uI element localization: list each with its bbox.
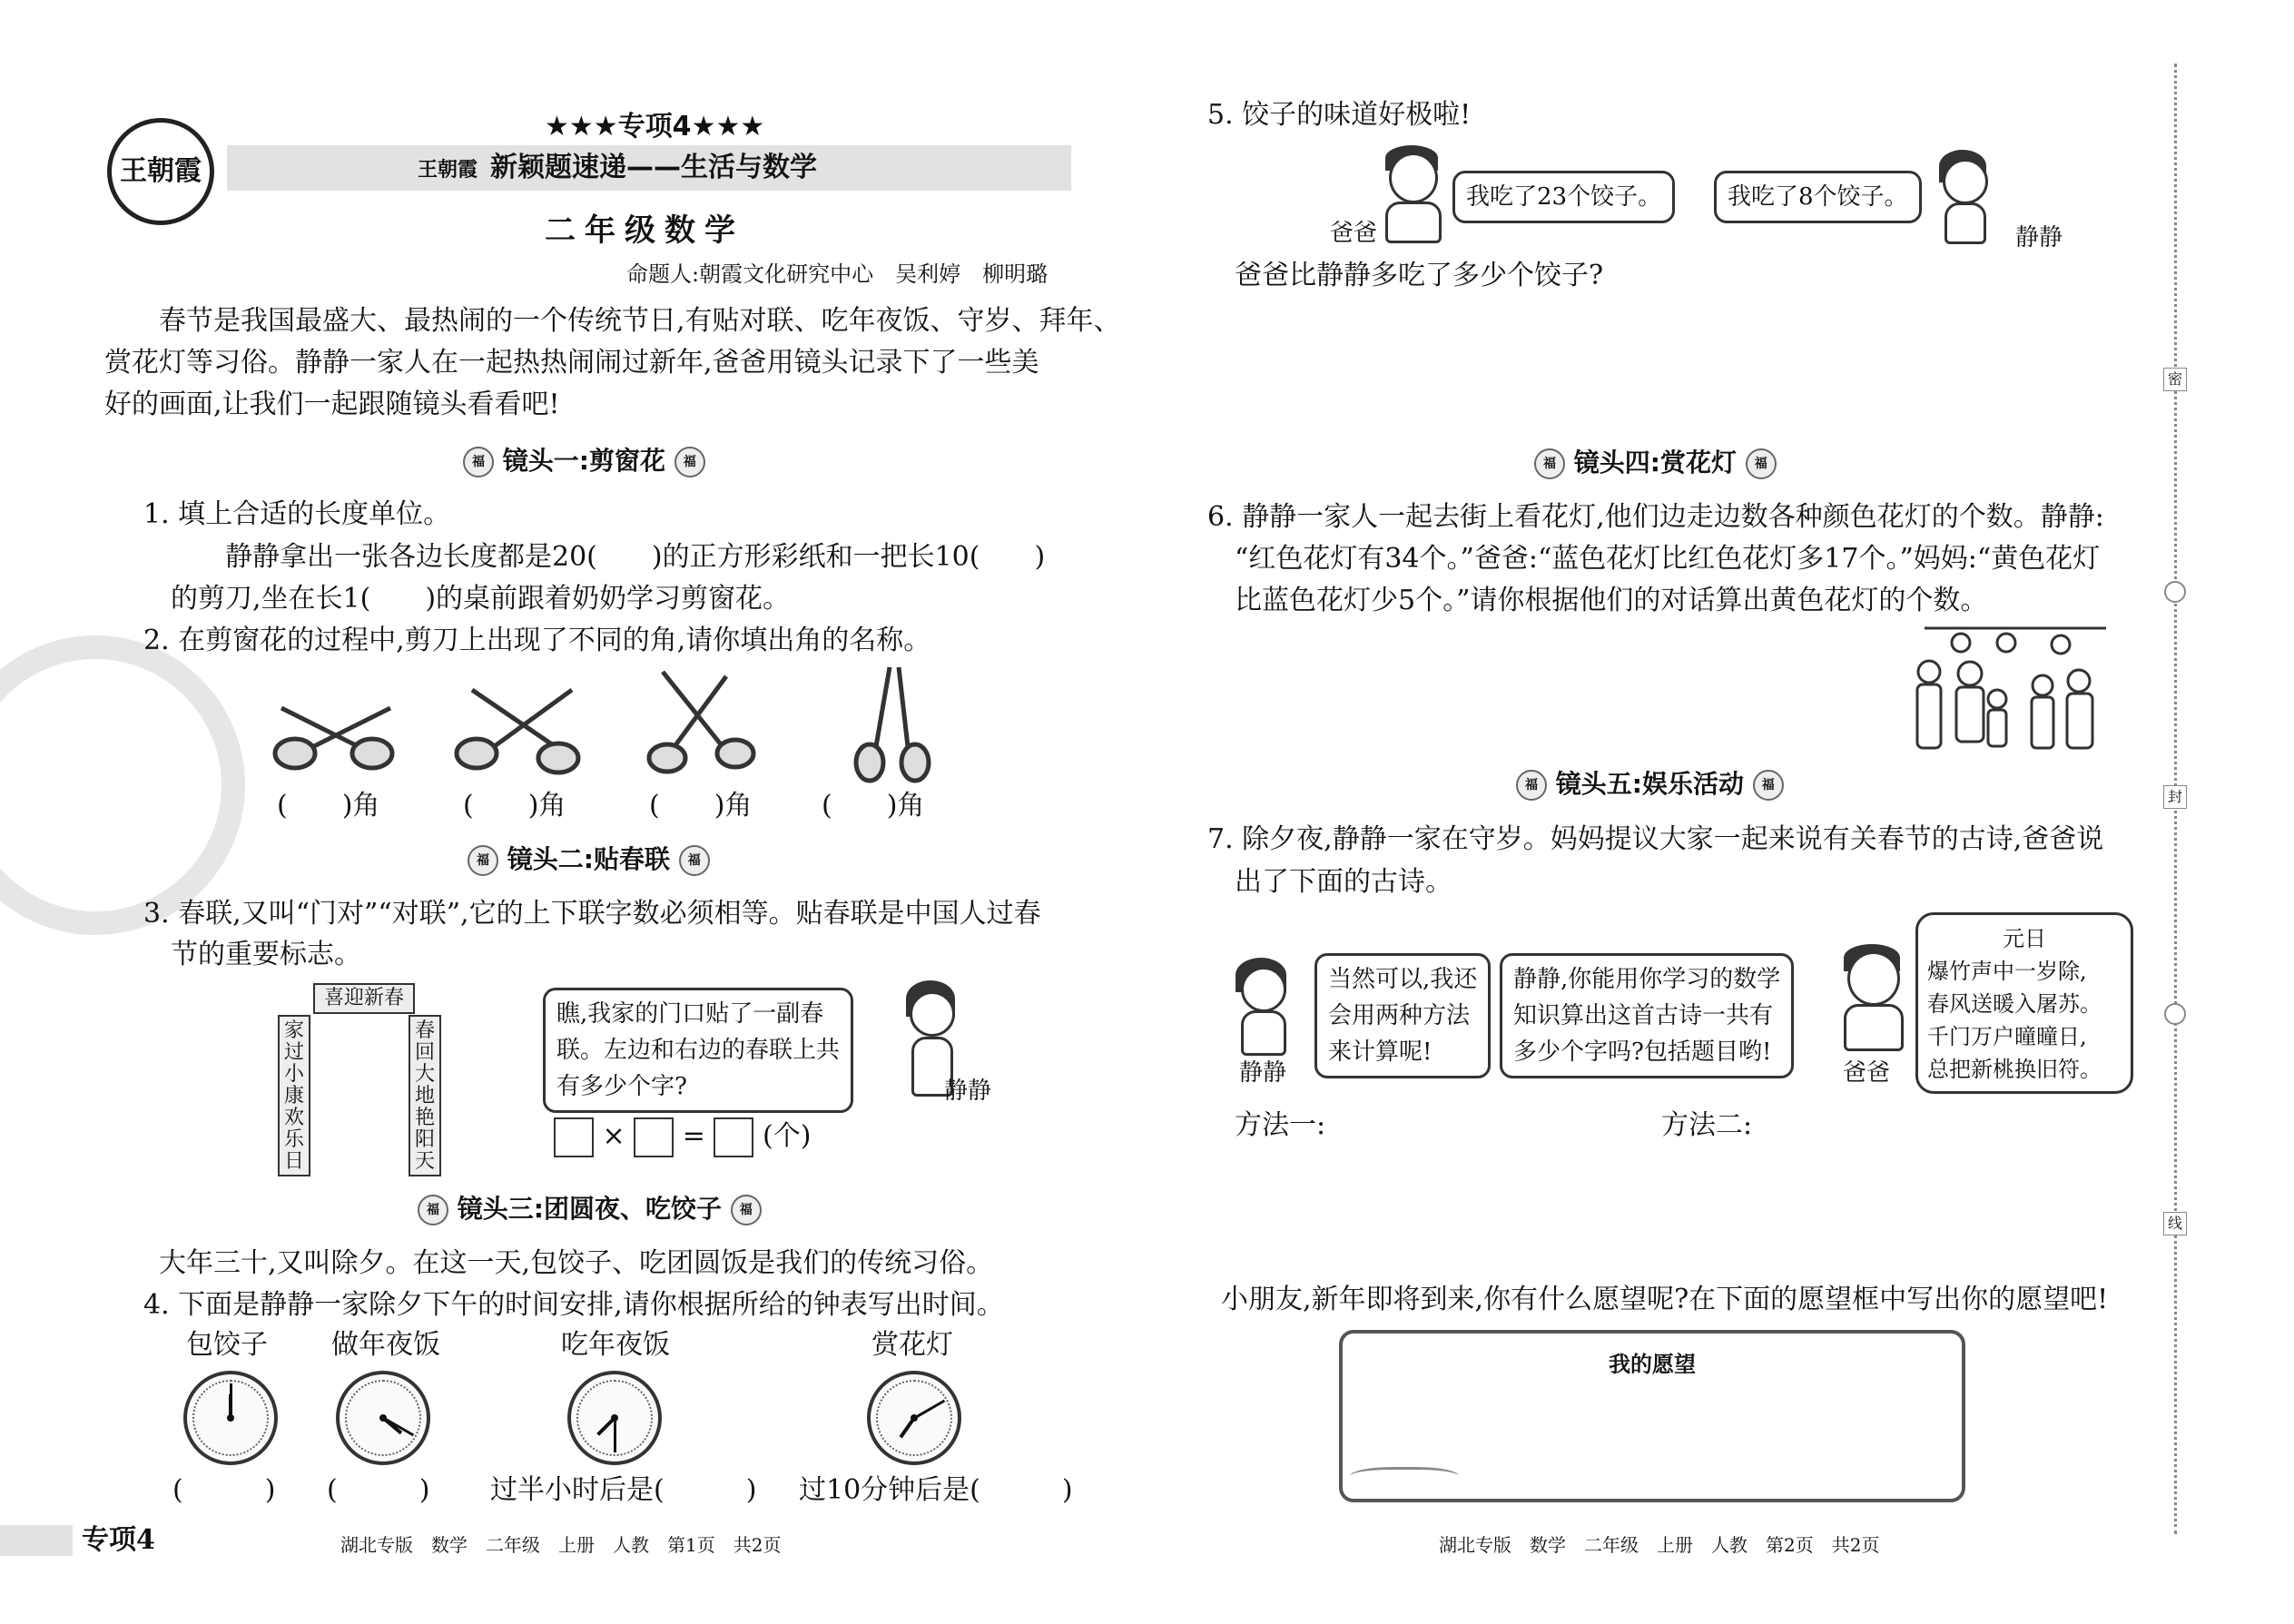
bubble-line: 多少个字吗?包括题目哟! (1513, 1038, 1772, 1066)
scissors-icon (856, 667, 929, 781)
angle-blank-1[interactable]: ( )角 (277, 790, 380, 822)
lantern-icon (1997, 634, 2015, 652)
q1-title: 1. 填上合适的长度单位。 (143, 498, 451, 530)
scissors-illustrations (263, 663, 971, 790)
jingjing-figure (1934, 150, 1994, 241)
dad-figure (1838, 944, 1907, 1053)
watermark-seal (0, 635, 245, 935)
poem-line: 春风送暖入屠苏。 (1927, 991, 2102, 1017)
jingjing-speech-bubble (543, 988, 853, 1113)
clock-icon (867, 1371, 961, 1465)
fu-icon: 福 (463, 447, 494, 477)
clock-label-2: 做年夜饭 (331, 1329, 440, 1361)
bubble-line: 会用两种方法 (1328, 1002, 1471, 1029)
intro-line-1: 春节是我国最盛大、最热闹的一个传统节日,有贴对联、吃年夜饭、守岁、拜年、 (159, 305, 1121, 337)
shot-4-title: 镜头四:赏花灯 (1573, 448, 1737, 477)
q4-intro: 大年三十,又叫除夕。在这一天,包饺子、吃团圆饭是我们的传统习俗。 (159, 1247, 994, 1279)
brand-logo-text: 王朝霞 (120, 155, 202, 187)
footer-right-info: 湖北专版 数学 二年级 上册 人教 第2页 共2页 (1439, 1534, 1880, 1556)
clock-label-4: 赏花灯 (871, 1329, 953, 1361)
q4-title: 4. 下面是静静一家除夕下午的时间安排,请你根据所给的钟表写出时间。 (143, 1289, 1004, 1321)
times-sign: × (602, 1120, 625, 1152)
clock-center (611, 1414, 618, 1422)
series-text: 专项4 (617, 111, 692, 143)
scissors-icon (457, 690, 578, 773)
q2-title: 2. 在剪窗花的过程中,剪刀上出现了不同的角,请你填出角的名称。 (143, 625, 931, 656)
answer-box[interactable] (634, 1117, 674, 1157)
series-label: ★★★专项4★★★ (545, 111, 765, 143)
section-shot-5 (1516, 764, 1784, 801)
seal-mark-mi: 密 (2163, 368, 2187, 391)
q1-line-1: 静静拿出一张各边长度都是20( )的正方形彩纸和一把长10( ) (225, 541, 1046, 573)
fu-icon: 福 (468, 845, 498, 876)
clock-icon (336, 1371, 430, 1465)
q6-line-1: 6. 静静一家人一起去街上看花灯,他们边走边数各种颜色花灯的个数。静静: (1207, 501, 2104, 533)
q7-line-1: 7. 除夕夜,静静一家在守岁。妈妈提议大家一起来说有关春节的古诗,爸爸说 (1207, 823, 2104, 855)
answer-box[interactable] (714, 1117, 753, 1157)
unit-label: (个) (763, 1120, 812, 1152)
bubble-line: 来计算呢! (1328, 1038, 1433, 1066)
poem-line: 总把新桃换旧符。 (1927, 1057, 2102, 1082)
bubble-line: 瞧,我家的门口贴了一副春 (556, 1000, 824, 1028)
couplet-left-text: 家过小康欢乐日 (283, 1019, 304, 1173)
q3-equation (554, 1117, 811, 1157)
lantern-icon (1952, 634, 1970, 652)
q3-line-1: 3. 春联,又叫“门对”“对联”,它的上下联字数必须相等。贴春联是中国人过春 (143, 898, 1041, 930)
shot-1-title: 镜头一:剪窗花 (502, 446, 665, 476)
dad-label: 爸爸 (1843, 1059, 1891, 1087)
lantern-icon (2052, 635, 2070, 654)
poem-title: 元日 (2003, 926, 2046, 951)
bubble-line: 知识算出这首古诗一共有 (1513, 1002, 1774, 1029)
jingjing-speech-bubble (1314, 953, 1491, 1078)
clock-label-3: 吃年夜饭 (561, 1329, 670, 1361)
seal-mark-xian: 线 (2163, 1212, 2187, 1235)
family-lanterns-illustration (1906, 617, 2124, 753)
shot-5-title: 镜头五:娱乐活动 (1555, 769, 1744, 799)
method-1-label[interactable]: 方法一: (1235, 1109, 1326, 1141)
subtitle-text: 新颖题速递——生活与数学 (490, 152, 818, 183)
q3-line-2: 节的重要标志。 (171, 939, 361, 970)
poem-line: 爆竹声中一岁除, (1927, 959, 2087, 984)
jingjing-label: 静静 (944, 1078, 992, 1105)
angle-blank-3[interactable]: ( )角 (649, 790, 753, 822)
couplet-hengpi: 喜迎新春 (313, 983, 415, 1014)
jingjing-label: 静静 (2015, 224, 2063, 251)
clock-center (227, 1414, 234, 1422)
time-answer-3[interactable]: 过半小时后是( ) (490, 1474, 757, 1506)
bubble-line: 联。左边和右边的春联上共 (556, 1037, 841, 1064)
jingjing-figure (1230, 958, 1294, 1058)
method-2-label[interactable]: 方法二: (1661, 1109, 1753, 1141)
seal-mark-feng: 封 (2163, 785, 2187, 809)
angle-blank-2[interactable]: ( )角 (463, 790, 566, 822)
fu-icon: 福 (1534, 448, 1565, 479)
fu-icon: 福 (731, 1195, 762, 1225)
shot-3-title: 镜头三:团圆夜、吃饺子 (457, 1194, 722, 1224)
q5-question: 爸爸比静静多吃了多少个饺子? (1235, 260, 1604, 291)
q7-line-2: 出了下面的古诗。 (1235, 866, 1452, 898)
bubble-line: 静静,你能用你学习的数学 (1513, 966, 1781, 993)
scissors-icon (275, 708, 392, 768)
wish-box[interactable] (1339, 1330, 1965, 1502)
poem-line: 千门万户曈曈日, (1927, 1024, 2087, 1049)
header-subtitle (418, 148, 817, 191)
q5-title: 5. 饺子的味道好极啦! (1207, 99, 1472, 131)
time-answer-4[interactable]: 过10分钟后是( ) (799, 1474, 1073, 1506)
couplet-right-text: 春回大地艳阳天 (414, 1019, 435, 1173)
q6-line-2: “红色花灯有34个。”爸爸:“蓝色花灯比红色花灯多17个。”妈妈:“黄色花灯 (1235, 543, 2101, 575)
equals-sign: = (682, 1120, 705, 1152)
shot-2-title: 镜头二:贴春联 (507, 844, 670, 874)
section-shot-3 (418, 1189, 762, 1225)
dad-figure (1380, 145, 1443, 245)
brand-logo (107, 118, 214, 225)
wish-prompt: 小朋友,新年即将到来,你有什么愿望呢?在下面的愿望框中写出你的愿望吧! (1221, 1284, 2109, 1315)
q6-line-3: 比蓝色花灯少5个。”请你根据他们的对话算出黄色花灯的个数。 (1235, 585, 1988, 616)
clock-label-1: 包饺子 (186, 1329, 268, 1361)
poem-scroll (1915, 912, 2133, 1094)
answer-box[interactable] (554, 1117, 594, 1157)
wave-decoration (1350, 1467, 1459, 1490)
clock-center (379, 1414, 387, 1422)
intro-line-2: 赏花灯等习俗。静静一家人在一起热热闹闹过新年,爸爸用镜头记录下了一些美 (104, 347, 1039, 379)
minute-hand (914, 1400, 945, 1420)
clock-center (911, 1414, 918, 1422)
footer-series: 专项4 (82, 1524, 155, 1556)
fu-icon: 福 (1753, 770, 1784, 801)
binding-hole (2164, 581, 2186, 603)
time-answer-1[interactable]: ( ) (172, 1474, 276, 1506)
section-shot-2 (468, 840, 710, 876)
time-answer-2[interactable]: ( ) (327, 1474, 430, 1506)
section-shot-4 (1534, 443, 1777, 479)
jingjing-speech-bubble: 我吃了8个饺子。 (1714, 171, 1922, 223)
dad-speech-bubble (1500, 953, 1794, 1078)
q1-line-2: 的剪刀,坐在长1( )的桌前跟着奶奶学习剪窗花。 (171, 583, 791, 615)
dad-label: 爸爸 (1330, 220, 1378, 247)
wish-box-title: 我的愿望 (1609, 1352, 1696, 1377)
fu-icon: 福 (418, 1195, 448, 1225)
footer-left-info: 湖北专版 数学 二年级 上册 人教 第1页 共2页 (340, 1534, 782, 1556)
fu-icon: 福 (1746, 448, 1777, 479)
clock-icon (183, 1371, 278, 1465)
couplet-right (409, 1015, 441, 1176)
binding-hole (2164, 1003, 2186, 1025)
minute-hand (230, 1383, 232, 1418)
dad-speech-bubble: 我吃了23个饺子。 (1452, 171, 1675, 223)
bubble-line: 当然可以,我还 (1328, 966, 1478, 993)
scissors-icon (649, 672, 753, 772)
bubble-line: 有多少个字? (556, 1073, 687, 1100)
section-shot-1 (463, 441, 705, 477)
footer-bar-left (0, 1525, 73, 1556)
intro-line-3: 好的画面,让我们一起跟随镜头看看吧! (104, 389, 560, 420)
clock-icon (567, 1371, 662, 1465)
fu-icon: 福 (1516, 770, 1547, 801)
fu-icon: 福 (679, 845, 710, 876)
angle-blank-4[interactable]: ( )角 (822, 790, 925, 822)
page-title: 二年级数学 (545, 212, 744, 249)
fu-icon: 福 (674, 447, 705, 477)
jingjing-label: 静静 (1239, 1059, 1287, 1087)
couplet-left (278, 1015, 310, 1176)
authors: 命题人:朝霞文化研究中心 吴利婷 柳明璐 (626, 261, 1049, 287)
minute-hand (614, 1418, 616, 1452)
brand-small: 王朝霞 (418, 159, 478, 182)
